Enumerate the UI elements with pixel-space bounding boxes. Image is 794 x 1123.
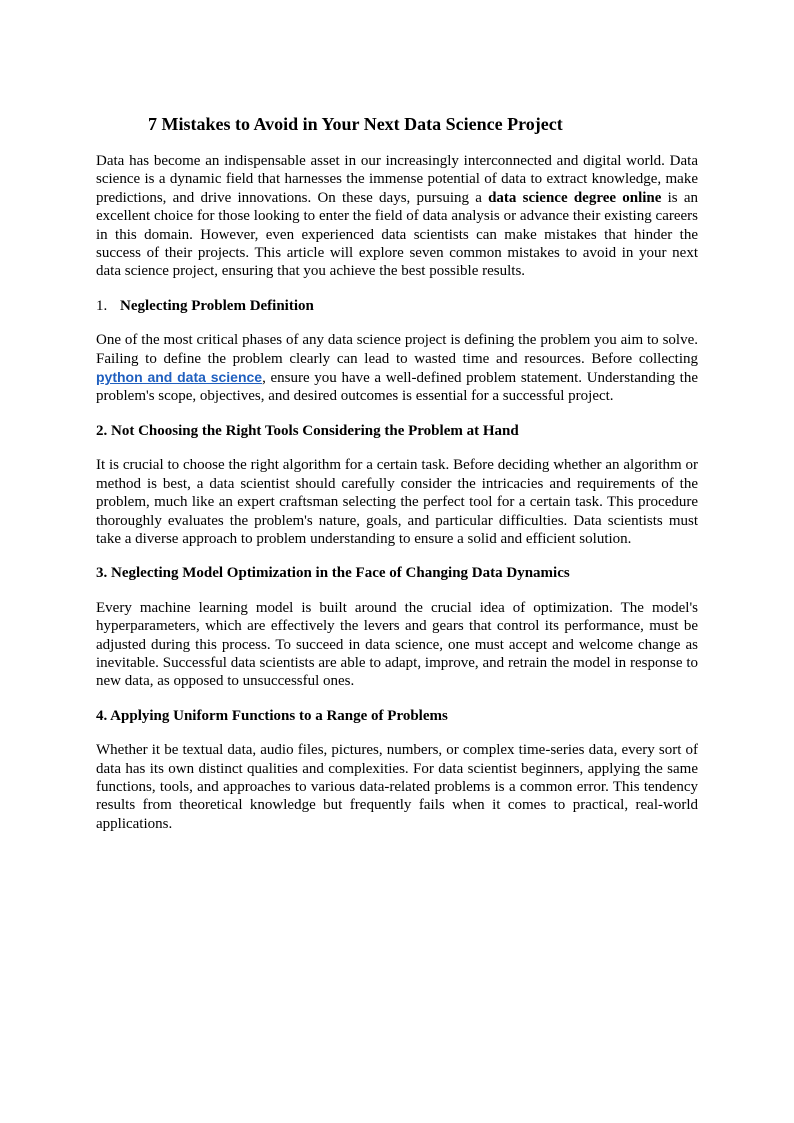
section-1-heading bbox=[96, 297, 698, 315]
section-3-paragraph: Every machine learning model is built around the crucial idea of optimization. The model's hyperparameters, which are effectively the levers and gears that control its performance, must be adjusted during this process. To succeed in data science, one must accept and welcome change as inevitable. Successful data scientists are able to adapt, improve, and retrain the model in response to new data, as opposed to unsuccessful ones. bbox=[96, 599, 698, 690]
intro-paragraph bbox=[96, 152, 698, 281]
document-page bbox=[96, 112, 698, 849]
intro-bold-phrase: data science degree online bbox=[488, 189, 662, 206]
section-4-paragraph: Whether it be textual data, audio files, pictures, numbers, or complex time-series data, every sort of data has its own distinct qualities and complexities. For data scientist beginners, applying the same functions, tools, and approaches to various data-related problems is a common error. This tendency results from theoretical knowledge but frequently fails when it comes to practical, real-world applications. bbox=[96, 742, 698, 832]
section-1-text-1: One of the most critical phases of any data science project is defining the problem you aim to solve. Failing to define the problem clearly can lead to wasted time and resources. Before collecting bbox=[96, 332, 698, 367]
intro-text-1: Data has become an indispensable asset in our increasingly interconnected and digital world. Data science is a dynamic field that harnesses the immense potential of data to extract knowledge, make predictions, and drive innovations. On these days, pursuing a bbox=[96, 153, 698, 206]
intro-text-2: is an excellent choice for those looking to enter the field of data analysis or advance their existing careers in this domain. However, even experienced data scientists can make mistakes that hinder the success of their projects. This article will explore seven common mistakes to avoid in your next data science project, ensuring that you achieve the best possible results. bbox=[96, 189, 698, 280]
section-1-number: 1. bbox=[96, 297, 108, 314]
page-title: 7 Mistakes to Avoid in Your Next Data Science Project bbox=[148, 114, 563, 134]
section-4-heading: 4. Applying Uniform Functions to a Range of Problems bbox=[96, 707, 448, 724]
section-2-heading: 2. Not Choosing the Right Tools Considering the Problem at Hand bbox=[96, 422, 519, 439]
section-1-heading-text: Neglecting Problem Definition bbox=[120, 297, 314, 314]
python-data-science-link[interactable]: python and data science bbox=[96, 369, 263, 386]
section-1-text-2: , ensure you have a well-defined problem statement. Understanding the problem's scope, objectives, and desired outcomes is essential for a successful project. bbox=[96, 370, 699, 405]
section-2-paragraph: It is crucial to choose the right algorithm for a certain task. Before deciding whether an algorithm or method is best, a data scientist should carefully consider the intricacies and requirements of the problem, much like an expert craftsman selecting the perfect tool for a certain task. This procedure thoroughly evaluates the problem's nature, goals, and particular difficulties. Data scientists must take a diverse approach to problem understanding to ensure a solid and efficient solution. bbox=[96, 457, 698, 547]
section-1-paragraph bbox=[96, 331, 698, 406]
section-3-heading: 3. Neglecting Model Optimization in the Face of Changing Data Dynamics bbox=[96, 565, 570, 582]
